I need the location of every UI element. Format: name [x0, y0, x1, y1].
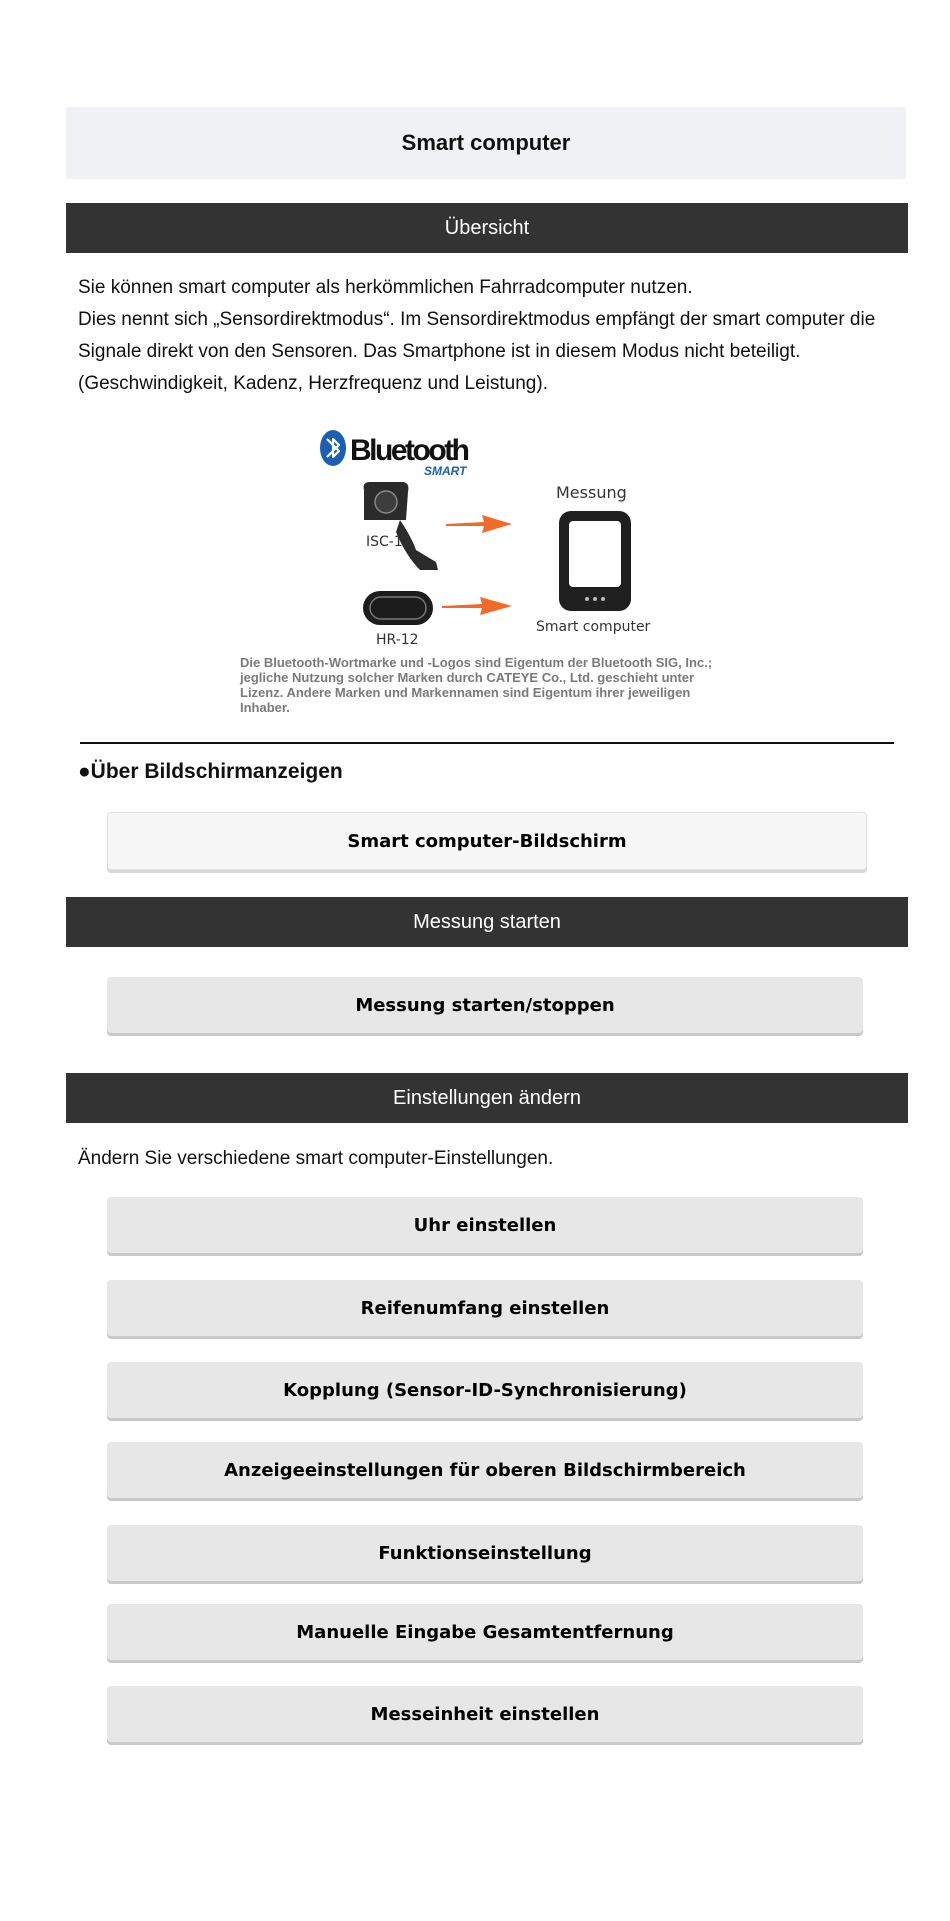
- overview-paragraph: Dies nennt sich „Sensordirektmodus“. Im Sensordirektmodus empfängt der smart computer die Signale direkt von den Sensoren. Das Smartphone ist in diesem Modus nicht beteiligt. (Geschwindigkeit, Kadenz, Herzfrequenz und Leistung).: [78, 309, 876, 394]
- hr12-label: HR-12: [376, 632, 419, 648]
- section-heading-settings: Einstellungen ändern: [66, 1073, 908, 1123]
- upper-display-settings-button[interactable]: Anzeigeeinstellungen für oberen Bildschirmbereich: [107, 1442, 863, 1498]
- isc12-sensor-icon: [364, 482, 438, 570]
- trademark-caption: Die Bluetooth-Wortmarke und -Logos sind Eigentum der Bluetooth SIG, Inc.; jegliche Nutzung solcher Marken durch CATEYE Co., Ltd. geschieht unter Lizenz. Andere Marken und Markennamen sind Eigentum ihrer jeweiligen Inhaber.: [240, 655, 713, 715]
- section-heading-measurement: Messung starten: [66, 897, 908, 947]
- device-label: Smart computer: [536, 619, 651, 635]
- display-subheading: ●Über Bildschirmanzeigen: [78, 760, 343, 783]
- smart-computer-screen-button[interactable]: Smart computer-Bildschirm: [107, 812, 867, 870]
- set-unit-button[interactable]: Messeinheit einstellen: [107, 1686, 863, 1742]
- set-clock-button[interactable]: Uhr einstellen: [107, 1197, 863, 1253]
- start-stop-measurement-button[interactable]: Messung starten/stoppen: [107, 977, 863, 1033]
- bluetooth-logo-icon: [320, 430, 470, 478]
- hr12-sensor-icon: [363, 591, 433, 625]
- smart-computer-device-icon: [559, 511, 631, 611]
- settings-intro: Ändern Sie verschiedene smart computer-Einstellungen.: [78, 1148, 554, 1169]
- pairing-button[interactable]: Kopplung (Sensor-ID-Synchronisierung): [107, 1362, 863, 1418]
- bluetooth-smart-text: SMART: [424, 464, 467, 478]
- measure-label: Messung: [556, 483, 627, 502]
- arrow-right-icon: [442, 597, 512, 615]
- function-settings-button[interactable]: Funktionseinstellung: [107, 1525, 863, 1581]
- section-heading-overview: Übersicht: [66, 203, 908, 253]
- manual-total-distance-button[interactable]: Manuelle Eingabe Gesamtentfernung: [107, 1604, 863, 1660]
- overview-line-1: Sie können smart computer als herkömmlichen Fahrradcomputer nutzen.: [78, 277, 693, 298]
- overview-text: [78, 272, 898, 400]
- page-title: Smart computer: [66, 107, 906, 179]
- isc12-label: ISC-12: [366, 534, 412, 550]
- arrow-right-icon: [446, 515, 512, 533]
- divider: [80, 742, 894, 744]
- bluetooth-logo-text: Bluetooth: [350, 434, 470, 467]
- set-tire-circumference-button[interactable]: Reifenumfang einstellen: [107, 1280, 863, 1336]
